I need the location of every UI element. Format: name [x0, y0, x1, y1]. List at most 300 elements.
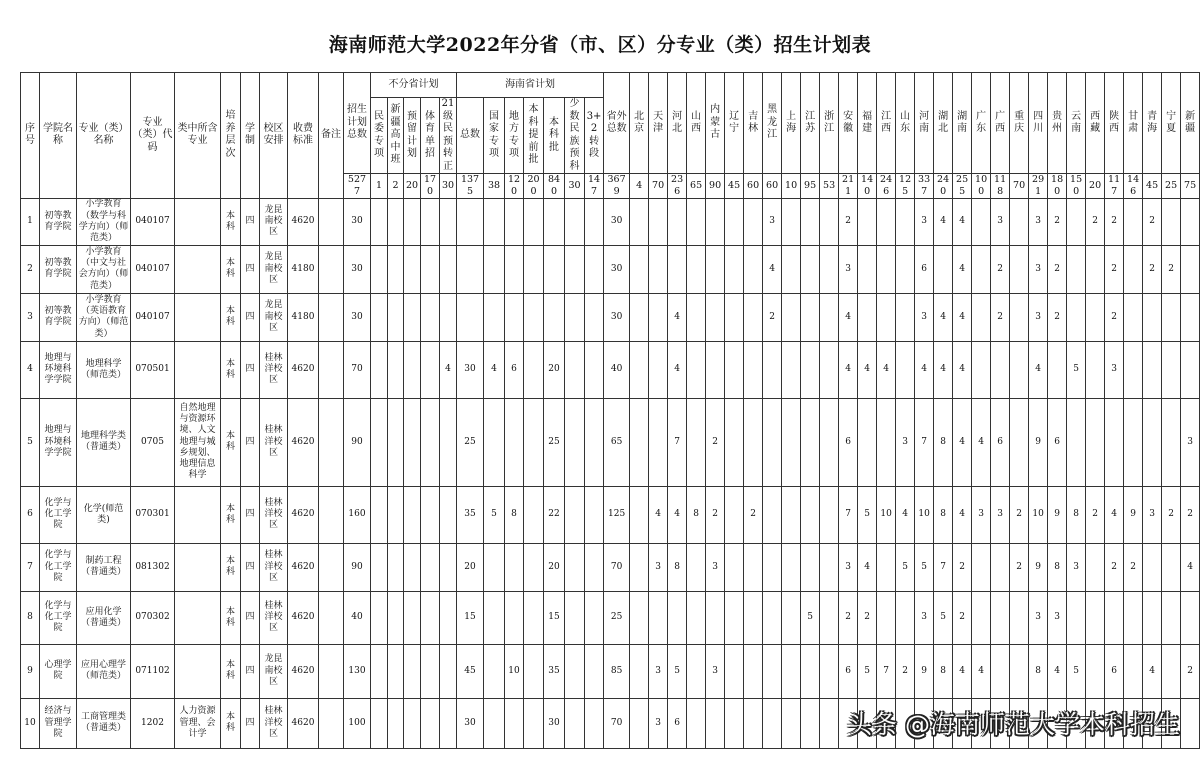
column-header: 收费标准 — [288, 73, 319, 199]
cell-campus: 龙昆南校区 — [260, 198, 288, 245]
province-cell — [782, 245, 801, 293]
province-cell — [1048, 341, 1067, 398]
province-cell — [820, 543, 839, 591]
cell-major: 小学教育（中文与社会方向）（师范类） — [77, 245, 131, 293]
province-header: 安徽 — [839, 73, 858, 174]
outside-total-cell: 40 — [604, 341, 630, 398]
hainan-subheader: 总数 — [457, 98, 484, 174]
province-header: 西藏 — [1086, 73, 1105, 174]
province-cell — [763, 591, 782, 644]
hainan-cell — [505, 198, 524, 245]
column-header: 序号 — [21, 73, 40, 199]
nonprov-cell — [404, 591, 421, 644]
province-cell — [763, 644, 782, 698]
province-cell: 7 — [839, 486, 858, 543]
province-cell — [801, 698, 820, 748]
hainan-cell: 6 — [505, 341, 524, 398]
province-header: 广东 — [972, 73, 991, 174]
province-cell — [649, 198, 668, 245]
province-cell: 2 — [1105, 245, 1124, 293]
outside-total-cell: 30 — [604, 198, 630, 245]
hainan-cell — [524, 543, 544, 591]
province-cell: 8 — [1029, 644, 1048, 698]
cell-campus: 龙昆南校区 — [260, 644, 288, 698]
province-cell: 6 — [991, 398, 1010, 486]
hainan-cell — [457, 293, 484, 341]
province-cell — [706, 591, 725, 644]
province-total-cell: 90 — [706, 174, 725, 199]
province-cell — [1162, 591, 1181, 644]
table-row — [21, 341, 1200, 398]
nonprov-cell — [421, 543, 440, 591]
province-cell: 2 — [896, 644, 915, 698]
province-cell — [687, 644, 706, 698]
province-cell: 4 — [858, 341, 877, 398]
province-cell — [1181, 293, 1200, 341]
province-cell — [630, 644, 649, 698]
hainan-cell — [544, 245, 565, 293]
province-cell — [687, 543, 706, 591]
cell-total: 90 — [344, 543, 371, 591]
nonprov-cell — [440, 398, 457, 486]
nonprov-cell — [404, 486, 421, 543]
hainan-cell — [524, 591, 544, 644]
cell-included: 人力资源管理、会计学 — [175, 698, 221, 748]
province-cell: 3 — [839, 543, 858, 591]
province-cell — [782, 198, 801, 245]
province-cell — [801, 398, 820, 486]
province-cell: 5 — [1067, 644, 1086, 698]
nonprov-subheader: 体育单招 — [421, 98, 440, 174]
cell-college: 心理学院 — [40, 644, 77, 698]
cell-campus: 桂林洋校区 — [260, 398, 288, 486]
province-cell — [630, 591, 649, 644]
cell-campus: 桂林洋校区 — [260, 698, 288, 748]
cell-included: 自然地理与资源环境、人文地理与城乡规划、地理信息科学 — [175, 398, 221, 486]
nonprov-cell — [440, 644, 457, 698]
province-cell — [782, 341, 801, 398]
province-cell: 5 — [668, 644, 687, 698]
hainan-cell: 15 — [544, 591, 565, 644]
province-cell: 3 — [763, 198, 782, 245]
province-cell: 6 — [839, 398, 858, 486]
nonprov-cell — [421, 398, 440, 486]
nonprov-cell — [421, 486, 440, 543]
cell-fee: 4620 — [288, 341, 319, 398]
province-cell: 6 — [839, 644, 858, 698]
hainan-cell — [565, 398, 585, 486]
province-cell — [744, 698, 763, 748]
province-total-cell: 70 — [1010, 174, 1029, 199]
province-cell — [877, 245, 896, 293]
province-cell — [744, 198, 763, 245]
table-row — [21, 293, 1200, 341]
nonprov-cell — [371, 245, 388, 293]
province-cell — [668, 591, 687, 644]
province-header: 天津 — [649, 73, 668, 174]
province-total-cell: 118 — [991, 174, 1010, 199]
province-cell — [1086, 341, 1105, 398]
hainan-cell — [484, 644, 505, 698]
province-cell — [1124, 591, 1143, 644]
province-cell: 4 — [934, 198, 953, 245]
province-cell — [801, 644, 820, 698]
hainan-cell — [585, 543, 604, 591]
province-cell: 3 — [915, 293, 934, 341]
province-cell — [1067, 293, 1086, 341]
province-header: 湖南 — [953, 73, 972, 174]
province-cell — [820, 698, 839, 748]
table-row — [21, 398, 1200, 486]
province-total-cell: 100 — [972, 174, 991, 199]
cell-total: 70 — [344, 341, 371, 398]
province-cell: 3 — [915, 198, 934, 245]
nonprov-cell — [388, 198, 404, 245]
province-cell: 4 — [953, 245, 972, 293]
cell-seq: 8 — [21, 591, 40, 644]
province-cell: 2 — [1105, 293, 1124, 341]
province-cell — [1124, 341, 1143, 398]
province-cell — [649, 398, 668, 486]
province-cell — [725, 698, 744, 748]
hainan-cell — [565, 245, 585, 293]
cell-seq: 6 — [21, 486, 40, 543]
province-total-cell: 337 — [915, 174, 934, 199]
enrollment-plan-table — [20, 72, 1200, 749]
cell-major: 地理科学类（普通类） — [77, 398, 131, 486]
nonprov-subheader: 预留计划 — [404, 98, 421, 174]
province-cell — [877, 398, 896, 486]
province-cell: 4 — [934, 341, 953, 398]
nonprov-cell — [388, 698, 404, 748]
hainan-cell — [585, 341, 604, 398]
cell-level: 本科 — [221, 644, 241, 698]
cell-seq: 1 — [21, 198, 40, 245]
province-cell: 3 — [991, 486, 1010, 543]
province-cell: 3 — [1029, 245, 1048, 293]
province-cell — [820, 591, 839, 644]
outside-total-cell: 70 — [604, 543, 630, 591]
cell-fee: 4620 — [288, 644, 319, 698]
province-cell: 3 — [1181, 398, 1200, 486]
province-cell: 4 — [915, 341, 934, 398]
province-cell: 5 — [1067, 341, 1086, 398]
nonprov-cell — [388, 341, 404, 398]
province-cell: 5 — [915, 543, 934, 591]
province-cell: 5 — [896, 543, 915, 591]
province-cell: 4 — [858, 543, 877, 591]
province-cell — [934, 245, 953, 293]
hainan-cell — [585, 293, 604, 341]
hainan-cell: 25 — [544, 398, 565, 486]
outside-total-cell: 125 — [604, 486, 630, 543]
nonprov-cell — [388, 398, 404, 486]
province-cell: 8 — [1048, 543, 1067, 591]
province-cell — [991, 591, 1010, 644]
province-cell — [1105, 398, 1124, 486]
outside-total-cell: 70 — [604, 698, 630, 748]
cell-included — [175, 293, 221, 341]
province-cell — [763, 698, 782, 748]
hainan-cell: 10 — [505, 644, 524, 698]
province-cell — [1162, 341, 1181, 398]
cell-note — [319, 543, 344, 591]
province-cell: 2 — [991, 245, 1010, 293]
nonprov-subheader: 21级民预转正 — [440, 98, 457, 174]
province-cell — [630, 398, 649, 486]
cell-included — [175, 341, 221, 398]
province-cell — [972, 341, 991, 398]
hainan-subheader: 本科批 — [544, 98, 565, 174]
province-cell — [763, 543, 782, 591]
province-cell: 2 — [953, 543, 972, 591]
cell-duration: 四 — [241, 293, 260, 341]
hainan-subheader: 地方专项 — [505, 98, 524, 174]
outside-total-cell: 30 — [604, 293, 630, 341]
province-cell: 3 — [706, 543, 725, 591]
province-cell — [1143, 591, 1162, 644]
province-cell: 4 — [668, 486, 687, 543]
nonprov-cell — [371, 198, 388, 245]
province-cell — [1010, 591, 1029, 644]
province-cell: 2 — [706, 398, 725, 486]
province-cell — [1086, 293, 1105, 341]
hainan-cell — [505, 293, 524, 341]
province-cell: 4 — [896, 486, 915, 543]
province-cell — [1010, 341, 1029, 398]
province-cell: 4 — [1143, 644, 1162, 698]
province-cell: 2 — [1162, 486, 1181, 543]
province-cell — [1143, 543, 1162, 591]
province-total-cell: 65 — [687, 174, 706, 199]
nonprov-cell — [404, 293, 421, 341]
province-cell: 2 — [1143, 245, 1162, 293]
province-cell — [687, 198, 706, 245]
cell-code: 070501 — [131, 341, 175, 398]
province-header: 内蒙古 — [706, 73, 725, 174]
province-cell — [1124, 245, 1143, 293]
province-cell — [1181, 341, 1200, 398]
province-cell — [649, 591, 668, 644]
cell-note — [319, 341, 344, 398]
cell-fee: 4620 — [288, 198, 319, 245]
province-cell: 2 — [1086, 486, 1105, 543]
province-cell — [1162, 293, 1181, 341]
province-total-cell: 180 — [1048, 174, 1067, 199]
cell-total: 30 — [344, 198, 371, 245]
cell-major: 小学教育（数学与科学方向）（师范类） — [77, 198, 131, 245]
province-cell — [725, 591, 744, 644]
province-cell — [1010, 398, 1029, 486]
province-cell — [1143, 341, 1162, 398]
province-cell: 7 — [915, 398, 934, 486]
province-cell: 4 — [953, 486, 972, 543]
nonprov-cell — [388, 644, 404, 698]
province-cell — [725, 245, 744, 293]
province-cell: 5 — [934, 591, 953, 644]
province-cell — [972, 198, 991, 245]
province-cell — [744, 591, 763, 644]
hainan-cell: 22 — [544, 486, 565, 543]
cell-code: 040107 — [131, 293, 175, 341]
province-total-cell: 25 — [1162, 174, 1181, 199]
total-cell: 120 — [505, 174, 524, 199]
cell-level: 本科 — [221, 245, 241, 293]
cell-campus: 桂林洋校区 — [260, 341, 288, 398]
province-cell: 6 — [915, 245, 934, 293]
cell-college: 化学与化工学院 — [40, 591, 77, 644]
hainan-cell — [484, 398, 505, 486]
hainan-cell: 8 — [505, 486, 524, 543]
hainan-subheader: 少数民族预科 — [565, 98, 585, 174]
hainan-cell — [524, 398, 544, 486]
cell-duration: 四 — [241, 198, 260, 245]
province-cell: 3 — [1067, 543, 1086, 591]
province-cell — [725, 341, 744, 398]
province-cell: 4 — [668, 341, 687, 398]
province-cell: 8 — [1067, 486, 1086, 543]
province-cell — [630, 698, 649, 748]
province-total-cell: 255 — [953, 174, 972, 199]
province-cell: 4 — [1105, 486, 1124, 543]
nonprov-cell — [404, 543, 421, 591]
province-header: 江西 — [877, 73, 896, 174]
cell-total: 30 — [344, 293, 371, 341]
province-cell — [877, 293, 896, 341]
table-row — [21, 245, 1200, 293]
province-cell: 6 — [1048, 398, 1067, 486]
nonprov-cell — [421, 698, 440, 748]
province-cell: 2 — [953, 591, 972, 644]
province-cell — [687, 293, 706, 341]
province-header: 福建 — [858, 73, 877, 174]
province-cell — [782, 398, 801, 486]
province-cell — [687, 341, 706, 398]
cell-code: 071102 — [131, 644, 175, 698]
cell-fee: 4620 — [288, 591, 319, 644]
cell-level: 本科 — [221, 591, 241, 644]
cell-seq: 7 — [21, 543, 40, 591]
nonprov-cell — [440, 543, 457, 591]
column-header: 备注 — [319, 73, 344, 199]
nonprov-cell — [404, 341, 421, 398]
province-header: 浙江 — [820, 73, 839, 174]
grand-total: 5277 — [344, 174, 371, 199]
province-cell: 8 — [934, 486, 953, 543]
province-cell: 4 — [953, 341, 972, 398]
province-cell — [725, 398, 744, 486]
province-header: 黑龙江 — [763, 73, 782, 174]
province-header: 山西 — [687, 73, 706, 174]
province-cell: 9 — [1029, 543, 1048, 591]
cell-code: 040107 — [131, 198, 175, 245]
nonprov-cell — [404, 398, 421, 486]
province-cell: 5 — [858, 644, 877, 698]
province-cell — [744, 398, 763, 486]
province-cell — [1067, 591, 1086, 644]
hainan-cell — [457, 198, 484, 245]
province-total-cell: 211 — [839, 174, 858, 199]
cell-duration: 四 — [241, 486, 260, 543]
province-cell: 10 — [1029, 486, 1048, 543]
province-cell — [991, 543, 1010, 591]
province-cell: 4 — [1181, 543, 1200, 591]
province-header: 北京 — [630, 73, 649, 174]
group-header-nonprov: 不分省计划 — [371, 73, 457, 98]
province-total-cell: 10 — [782, 174, 801, 199]
province-header: 宁夏 — [1162, 73, 1181, 174]
nonprov-cell — [371, 486, 388, 543]
province-total-cell: 125 — [896, 174, 915, 199]
cell-level: 本科 — [221, 698, 241, 748]
cell-note — [319, 591, 344, 644]
province-cell: 3 — [839, 245, 858, 293]
province-cell: 2 — [1124, 543, 1143, 591]
hainan-cell — [565, 486, 585, 543]
province-total-cell: 4 — [630, 174, 649, 199]
province-cell: 8 — [668, 543, 687, 591]
province-cell — [1010, 198, 1029, 245]
province-cell — [706, 293, 725, 341]
province-cell: 2 — [706, 486, 725, 543]
province-total-cell: 150 — [1067, 174, 1086, 199]
cell-note — [319, 644, 344, 698]
province-header: 上海 — [782, 73, 801, 174]
province-cell: 3 — [1048, 591, 1067, 644]
nonprov-cell — [388, 486, 404, 543]
cell-included — [175, 198, 221, 245]
cell-college: 地理与环境科学学院 — [40, 341, 77, 398]
total-cell: 30 — [565, 174, 585, 199]
province-cell: 8 — [934, 398, 953, 486]
province-cell — [820, 341, 839, 398]
cell-major: 小学教育（英语教育方向）（师范类） — [77, 293, 131, 341]
province-cell — [649, 293, 668, 341]
province-total-cell: 146 — [1124, 174, 1143, 199]
province-cell — [972, 543, 991, 591]
hainan-cell — [524, 293, 544, 341]
total-cell: 2 — [388, 174, 404, 199]
province-cell: 2 — [1048, 245, 1067, 293]
nonprov-cell — [421, 591, 440, 644]
province-cell — [896, 198, 915, 245]
province-cell: 9 — [1048, 486, 1067, 543]
province-cell — [725, 644, 744, 698]
column-header-outside-total: 省外总数 — [604, 73, 630, 174]
province-cell: 3 — [1029, 198, 1048, 245]
province-cell — [763, 398, 782, 486]
hainan-cell: 30 — [544, 698, 565, 748]
province-cell — [801, 293, 820, 341]
province-cell: 4 — [668, 293, 687, 341]
cell-seq: 5 — [21, 398, 40, 486]
hainan-cell: 35 — [544, 644, 565, 698]
province-cell: 5 — [858, 486, 877, 543]
cell-total: 160 — [344, 486, 371, 543]
nonprov-cell — [371, 591, 388, 644]
province-cell: 2 — [763, 293, 782, 341]
hainan-cell: 20 — [544, 543, 565, 591]
province-cell: 7 — [877, 644, 896, 698]
cell-fee: 4180 — [288, 293, 319, 341]
hainan-cell — [524, 486, 544, 543]
cell-college: 地理与环境科学学院 — [40, 398, 77, 486]
province-cell — [763, 341, 782, 398]
province-cell — [744, 644, 763, 698]
total-cell: 147 — [585, 174, 604, 199]
province-cell — [782, 486, 801, 543]
province-cell: 2 — [1048, 198, 1067, 245]
